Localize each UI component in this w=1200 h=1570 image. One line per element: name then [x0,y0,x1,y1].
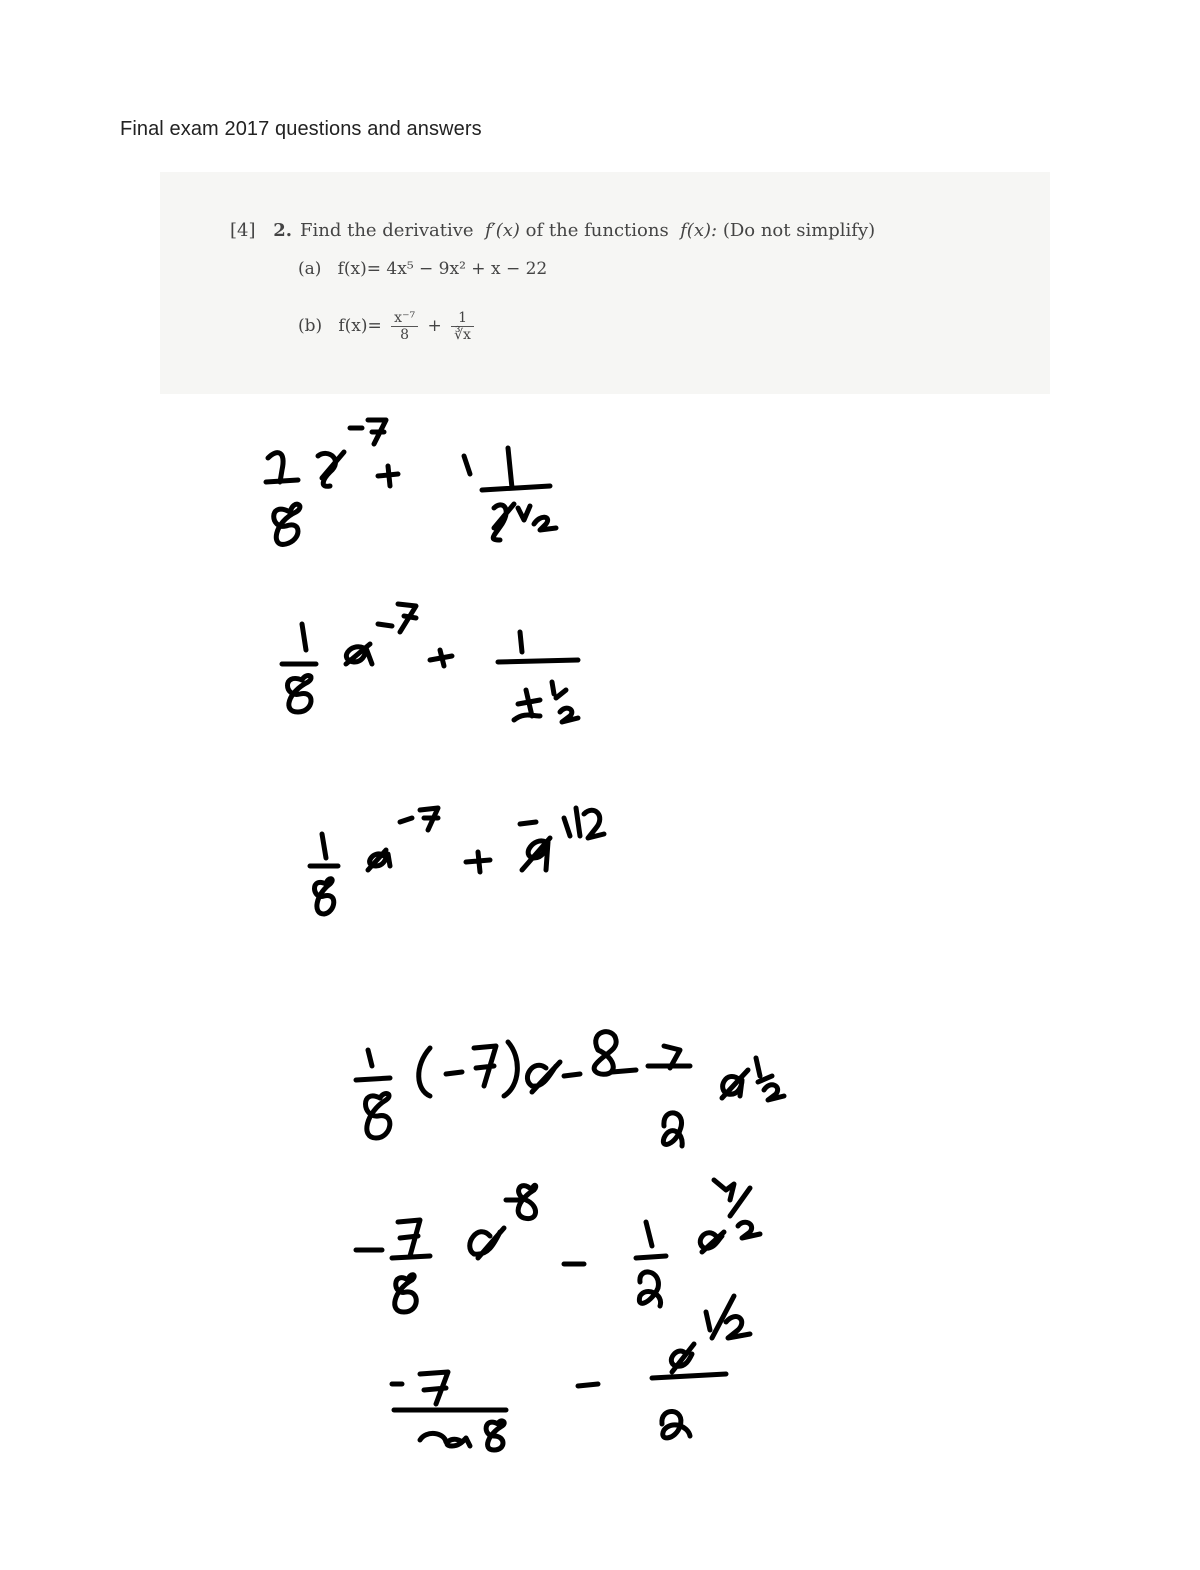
prompt-prefix: Find the derivative [300,220,474,241]
part-b-lhs: f(x)= [338,316,382,336]
question-marks-label: [4] [230,220,256,241]
part-b-denominator-2: ∛x [454,327,471,343]
prompt-middle: of the functions [525,220,669,241]
hw-line-1 [266,420,556,544]
part-b-numerator-1: x⁻⁷ [391,310,418,327]
part-a-expression: f(x)= 4x⁵ − 9x² + x − 22 [337,259,548,279]
part-b-denominator-1: 8 [400,327,410,343]
question-number: 2. [273,220,293,241]
part-b-label: (b) [298,316,323,336]
part-b-numerator-2: 1 [451,310,474,327]
hw-line-5 [356,1180,760,1338]
prompt-fprime: f′(x) [484,220,520,241]
part-b-plus: + [427,316,442,336]
hw-line-4 [356,1032,784,1146]
prompt-f: f(x): [680,220,718,241]
hw-line-3 [310,808,604,914]
page-title: Final exam 2017 questions and answers [120,118,482,140]
hw-line-6 [392,1344,726,1450]
prompt-suffix: (Do not simplify) [722,220,876,241]
part-a-label: (a) [298,259,322,279]
hw-line-2 [282,604,578,722]
